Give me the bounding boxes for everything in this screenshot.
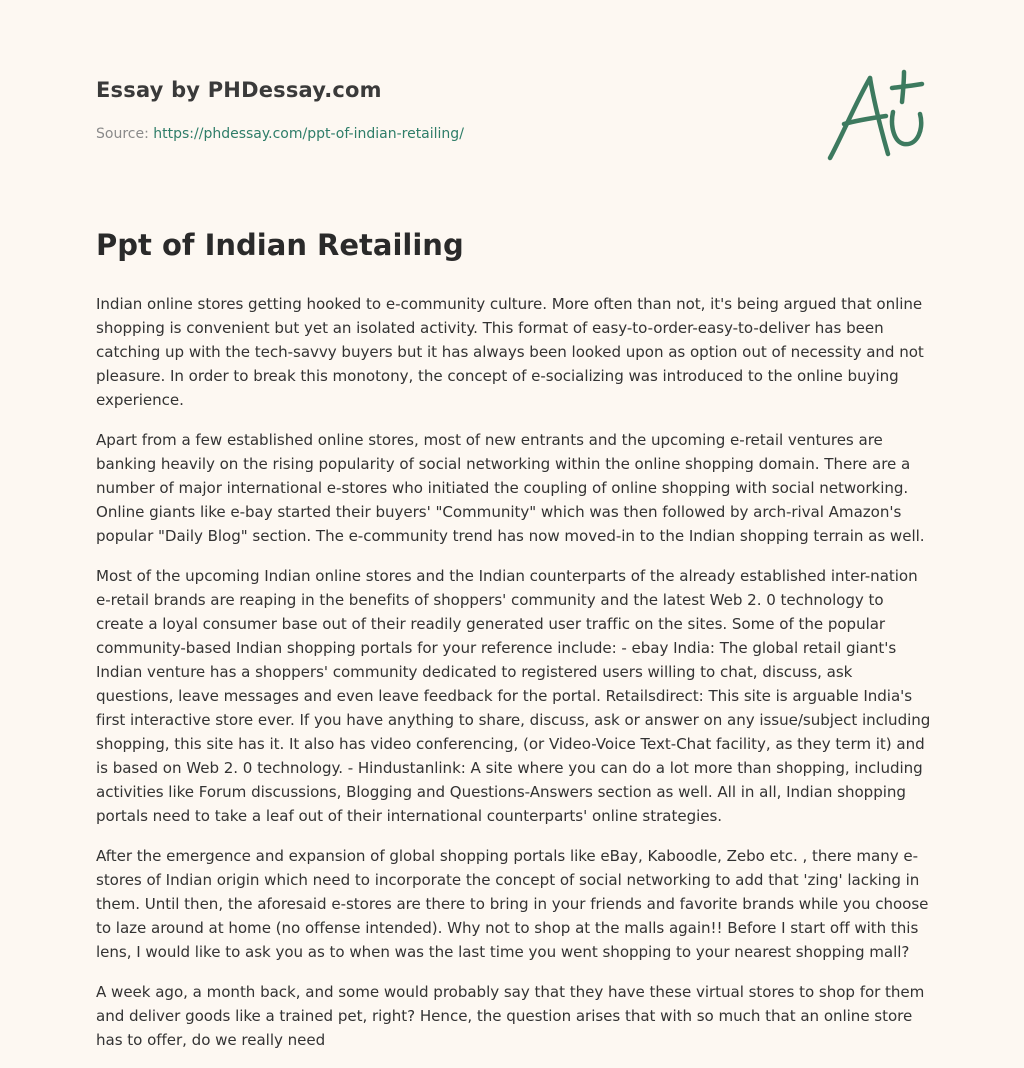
essay-paragraph: Indian online stores getting hooked to e-community culture. More often than not, it's being argued that online shopping is convenient but yet an isolated activity. This format of easy-to-order-easy-to-deliver has been catching up with the tech-savvy buyers but it has always been looked upon as option out of necessity and not pleasure. In order to break this monotony, the concept of e-socializing was introduced to the online buying experience. xyxy=(96,295,924,409)
source-label: Source: xyxy=(96,126,154,142)
essay-title: Ppt of Indian Retailing xyxy=(96,228,464,262)
source-line xyxy=(96,123,796,145)
essay-paragraph: Most of the upcoming Indian online stores and the Indian counterparts of the already established inter-nation e-retail brands are reaping in the benefits of shoppers' community and the latest Web 2. 0 technology to create a loyal consumer base out of their readily generated user traffic on the sites. Some of the popular community-based Indian shopping portals for your reference include: - ebay India: The global retail giant's Indian venture has a shoppers' community dedicated to registered users willing to chat, discuss, ask questions, leave messages and even leave feedback for the portal. Retailsdirect: This site is arguable India's first interactive store ever. If you have anything to share, discuss, ask or answer on any issue/subject including shopping, this site has it. It also has video conferencing, (or Video-Voice Text-Chat facility, as they term it) and is based on Web 2. 0 technology. - Hindustanlink: A site where you can do a lot more than shopping, including activities like Forum discussions, Blogging and Questions-Answers section as well. All in all, Indian shopping portals need to take a leaf out of their international counterparts' online strategies. xyxy=(96,567,931,825)
essay-paragraph: After the emergence and expansion of global shopping portals like eBay, Kaboodle, Zebo etc. , there many e-stores of Indian origin which need to incorporate the concept of social networking to add that 'zing' lacking in them. Until then, the aforesaid e-stores are there to bring in your friends and favorite brands while you choose to laze around at home (no offense intended). Why not to shop at the malls again!! Before I start off with this lens, I would like to ask you as to when was the last time you went shopping to your nearest shopping mall? xyxy=(96,847,929,961)
essay-paragraph: Apart from a few established online stores, most of new entrants and the upcoming e-retail ventures are banking heavily on the rising popularity of social networking within the online shopping domain. There are a number of major international e-stores who initiated the coupling of online shopping with social networking. Online giants like e-bay started their buyers' "Community" which was then followed by arch-rival Amazon's popular "Daily Blog" section. The e-community trend has now moved-in to the Indian shopping terrain as well. xyxy=(96,431,925,545)
essay-content xyxy=(96,222,932,1068)
source-link[interactable]: https://phdessay.com/ppt-of-indian-retailing/ xyxy=(153,126,464,142)
essay-paragraph: A week ago, a month back, and some would probably say that they have these virtual stores to shop for them and deliver goods like a trained pet, right? Hence, the question arises that with so much that an online store has to offer, do we really need xyxy=(96,983,925,1049)
site-title: Essay by PHDessay.com xyxy=(96,78,382,102)
page-header xyxy=(96,72,796,145)
a-plus-logo-icon xyxy=(822,66,932,166)
